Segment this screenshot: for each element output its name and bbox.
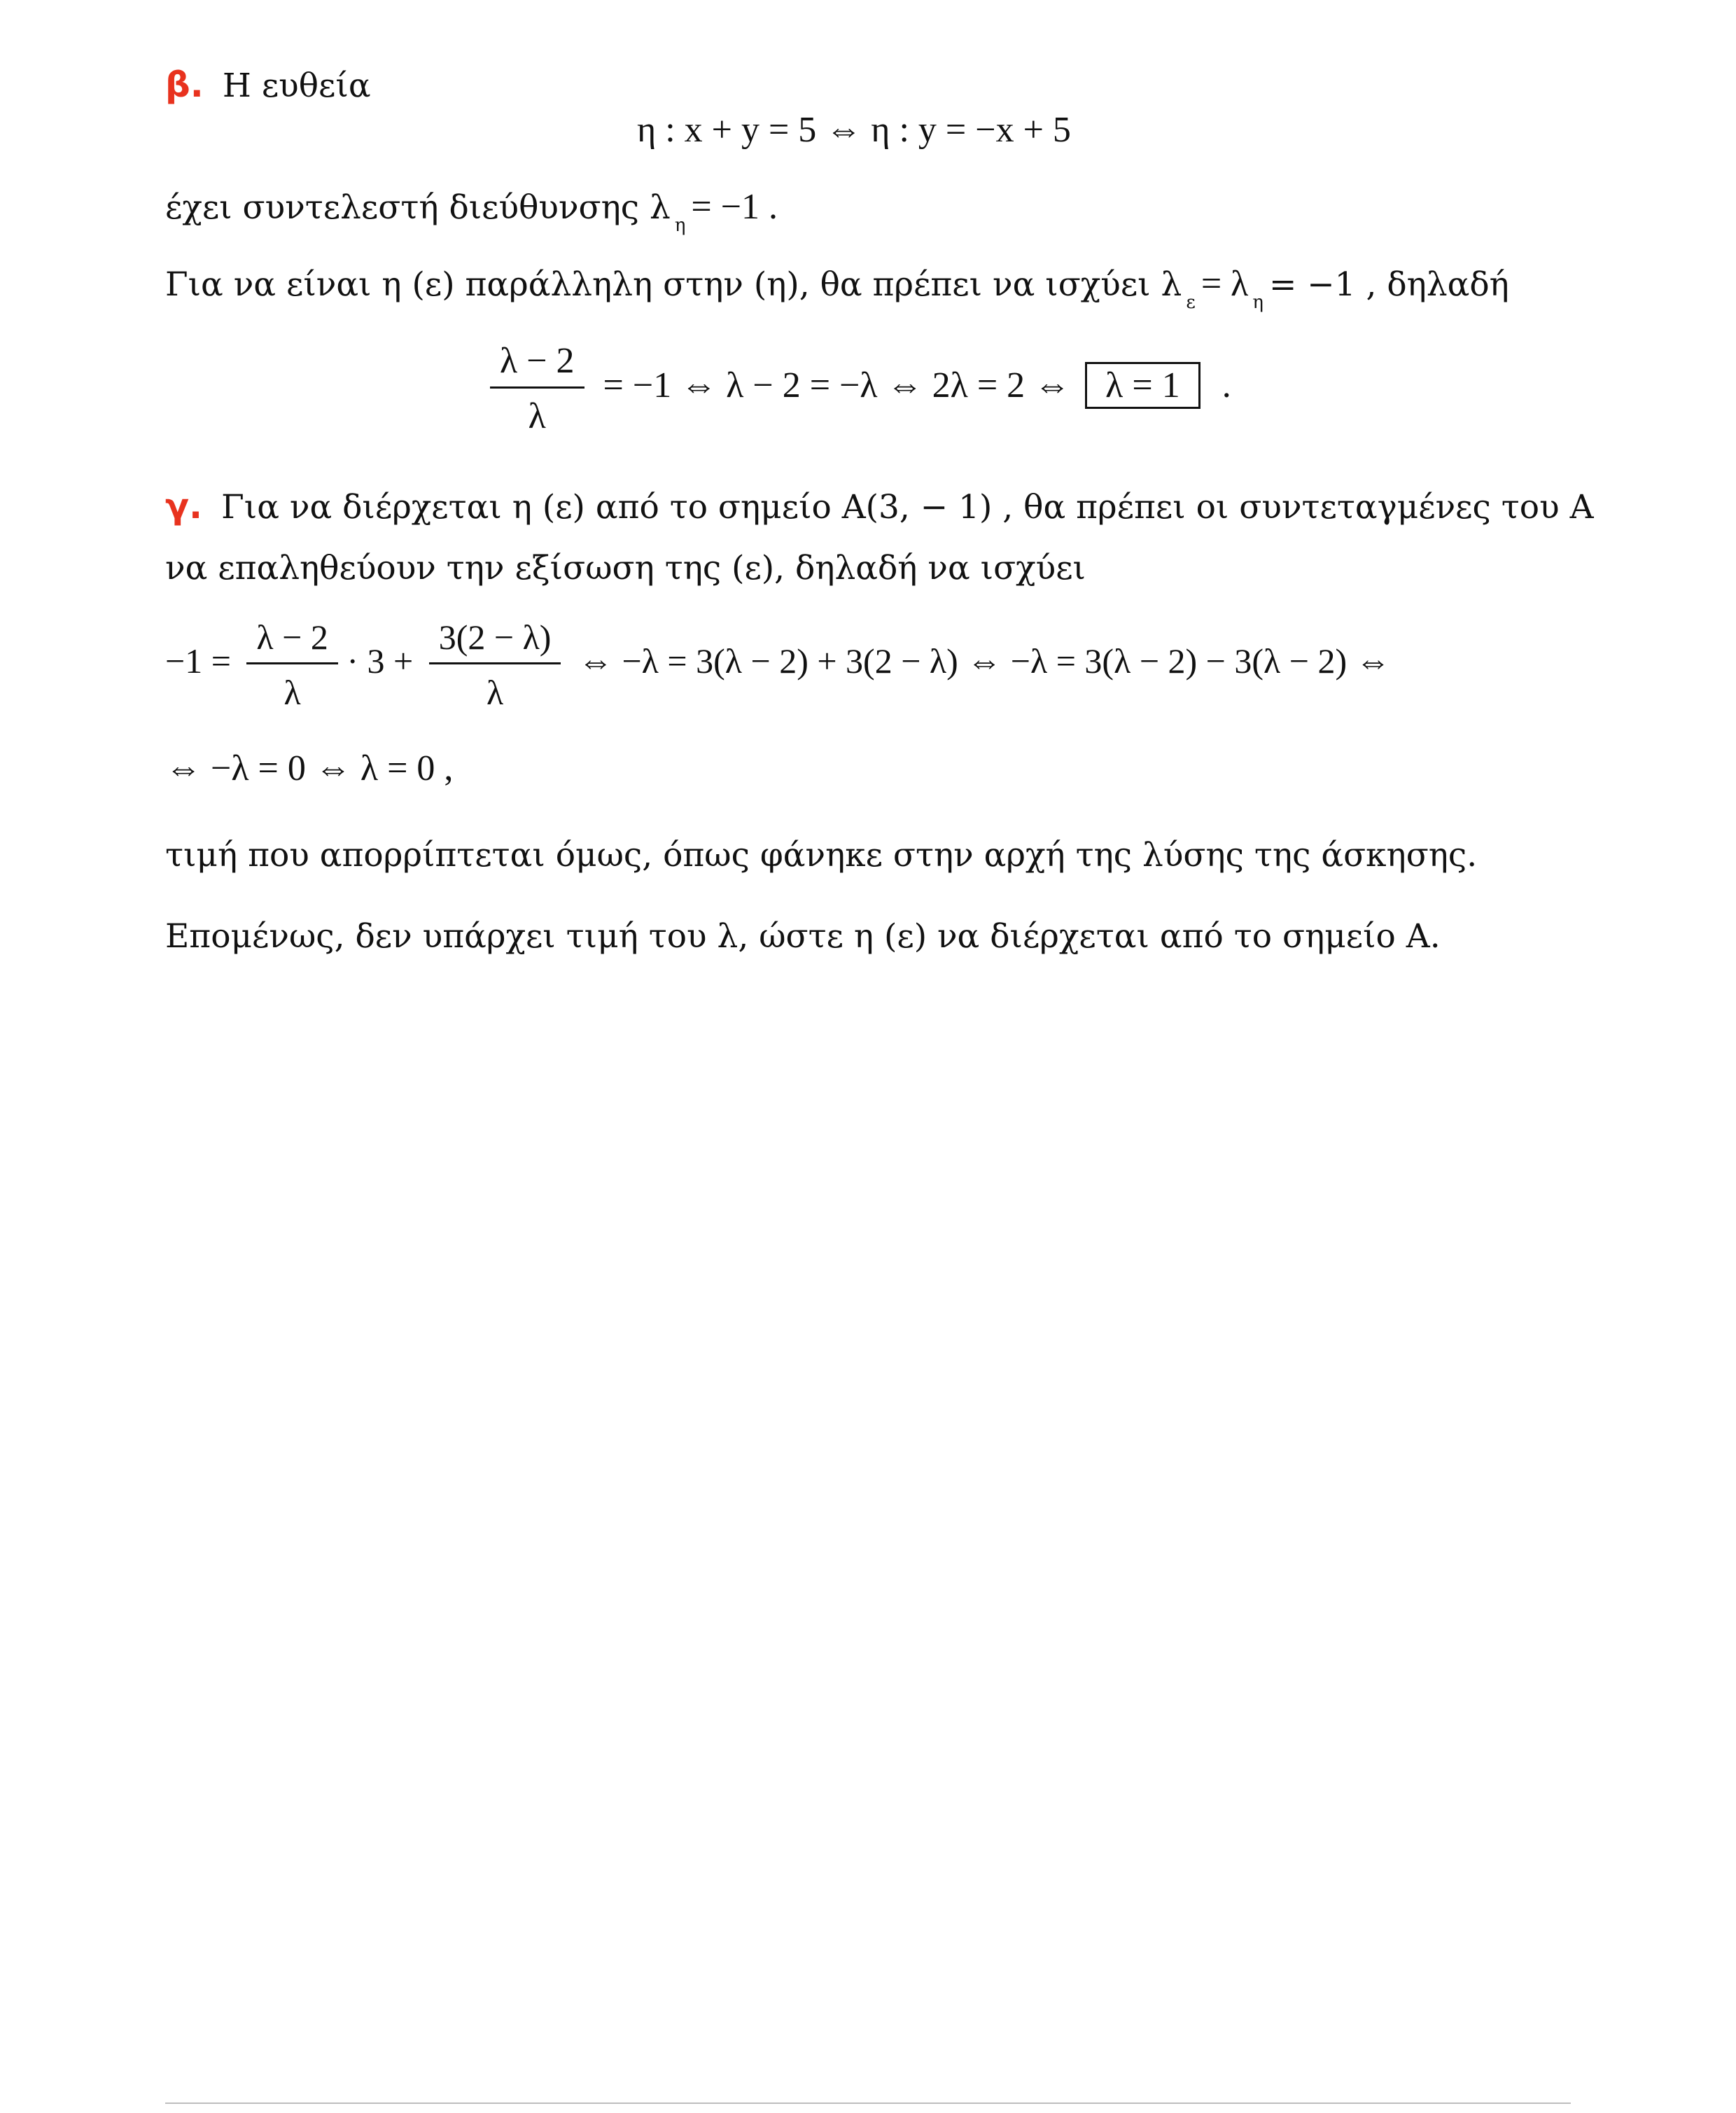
fraction-denominator: λ [528, 396, 546, 436]
lambda-equation [490, 339, 1231, 439]
line-equation: η : x + y = 5 ⇔ η : y = −x + 5 [637, 110, 1071, 150]
part-c-line1: Για να διέρχεται η (ε) από το σημείο Α(3, − 1) , θα πρέπει οι συντεταγμένες του Α [221, 488, 1594, 526]
substitution-equation [165, 615, 1391, 715]
part-c-marker: γ. [165, 486, 203, 526]
substitution-fraction-2 [429, 615, 561, 715]
fraction1-denominator: λ [284, 673, 301, 712]
conclusion-statement: Επομένως, δεν υπάρχει τιμή του λ, ώστε η (ε) να διέρχεται από το σημείο Α. [165, 917, 1441, 956]
fraction-numerator: λ − 2 [490, 339, 584, 389]
multiply-term: · 3 + [346, 641, 414, 681]
fraction2-denominator: λ [486, 673, 504, 712]
fraction1-numerator: λ − 2 [246, 615, 337, 664]
substitution-chain: ⇔ −λ = 3(λ − 2) + 3(2 − λ) ⇔ −λ = 3(λ − 2) − 3(λ − 2) ⇔ [578, 641, 1391, 681]
slope-value: = −1 . [691, 187, 778, 227]
part-b-heading [165, 64, 371, 107]
lambda-fraction [490, 339, 584, 439]
part-b-marker: β. [165, 64, 204, 105]
eq-lhs: −1 = [165, 641, 231, 681]
slope-subscript: η [674, 215, 686, 236]
part-b-intro: Η ευθεία [222, 67, 371, 105]
parallel-text-post: = −1 , δηλαδή [1268, 265, 1509, 304]
parallel-text-pre: Για να είναι η (ε) παράλληλη στην (η), θα πρέπει να ισχύει λ [165, 265, 1182, 304]
part-c-line2: να επαληθεύουν την εξίσωση της (ε), δηλαδή να ισχύει [165, 549, 1086, 587]
boxed-result: λ = 1 [1085, 362, 1200, 409]
parallel-condition [165, 263, 1509, 323]
parallel-sub-eta: η [1252, 292, 1264, 313]
slope-text-pre: έχει συντελεστή διεύθυνσης λ [165, 188, 671, 227]
equation-chain: = −1 ⇔ λ − 2 = −λ ⇔ 2λ = 2 ⇔ [603, 365, 1071, 406]
parallel-mid: = λ [1200, 264, 1249, 304]
parallel-sub-epsilon: ε [1186, 292, 1196, 313]
fraction2-numerator: 3(2 − λ) [429, 615, 561, 664]
slope-statement [165, 186, 778, 246]
footer-rule [165, 2102, 1571, 2104]
substitution-fraction-1 [246, 615, 337, 715]
rejection-statement: τιμή που απορρίπτεται όμως, όπως φάνηκε στην αρχή της λύσης της άσκησης. [165, 836, 1478, 874]
part-c-heading [165, 486, 1594, 529]
result-equation: ⇔ −λ = 0 ⇔ λ = 0 , [165, 748, 454, 788]
end-dot: . [1222, 365, 1231, 406]
